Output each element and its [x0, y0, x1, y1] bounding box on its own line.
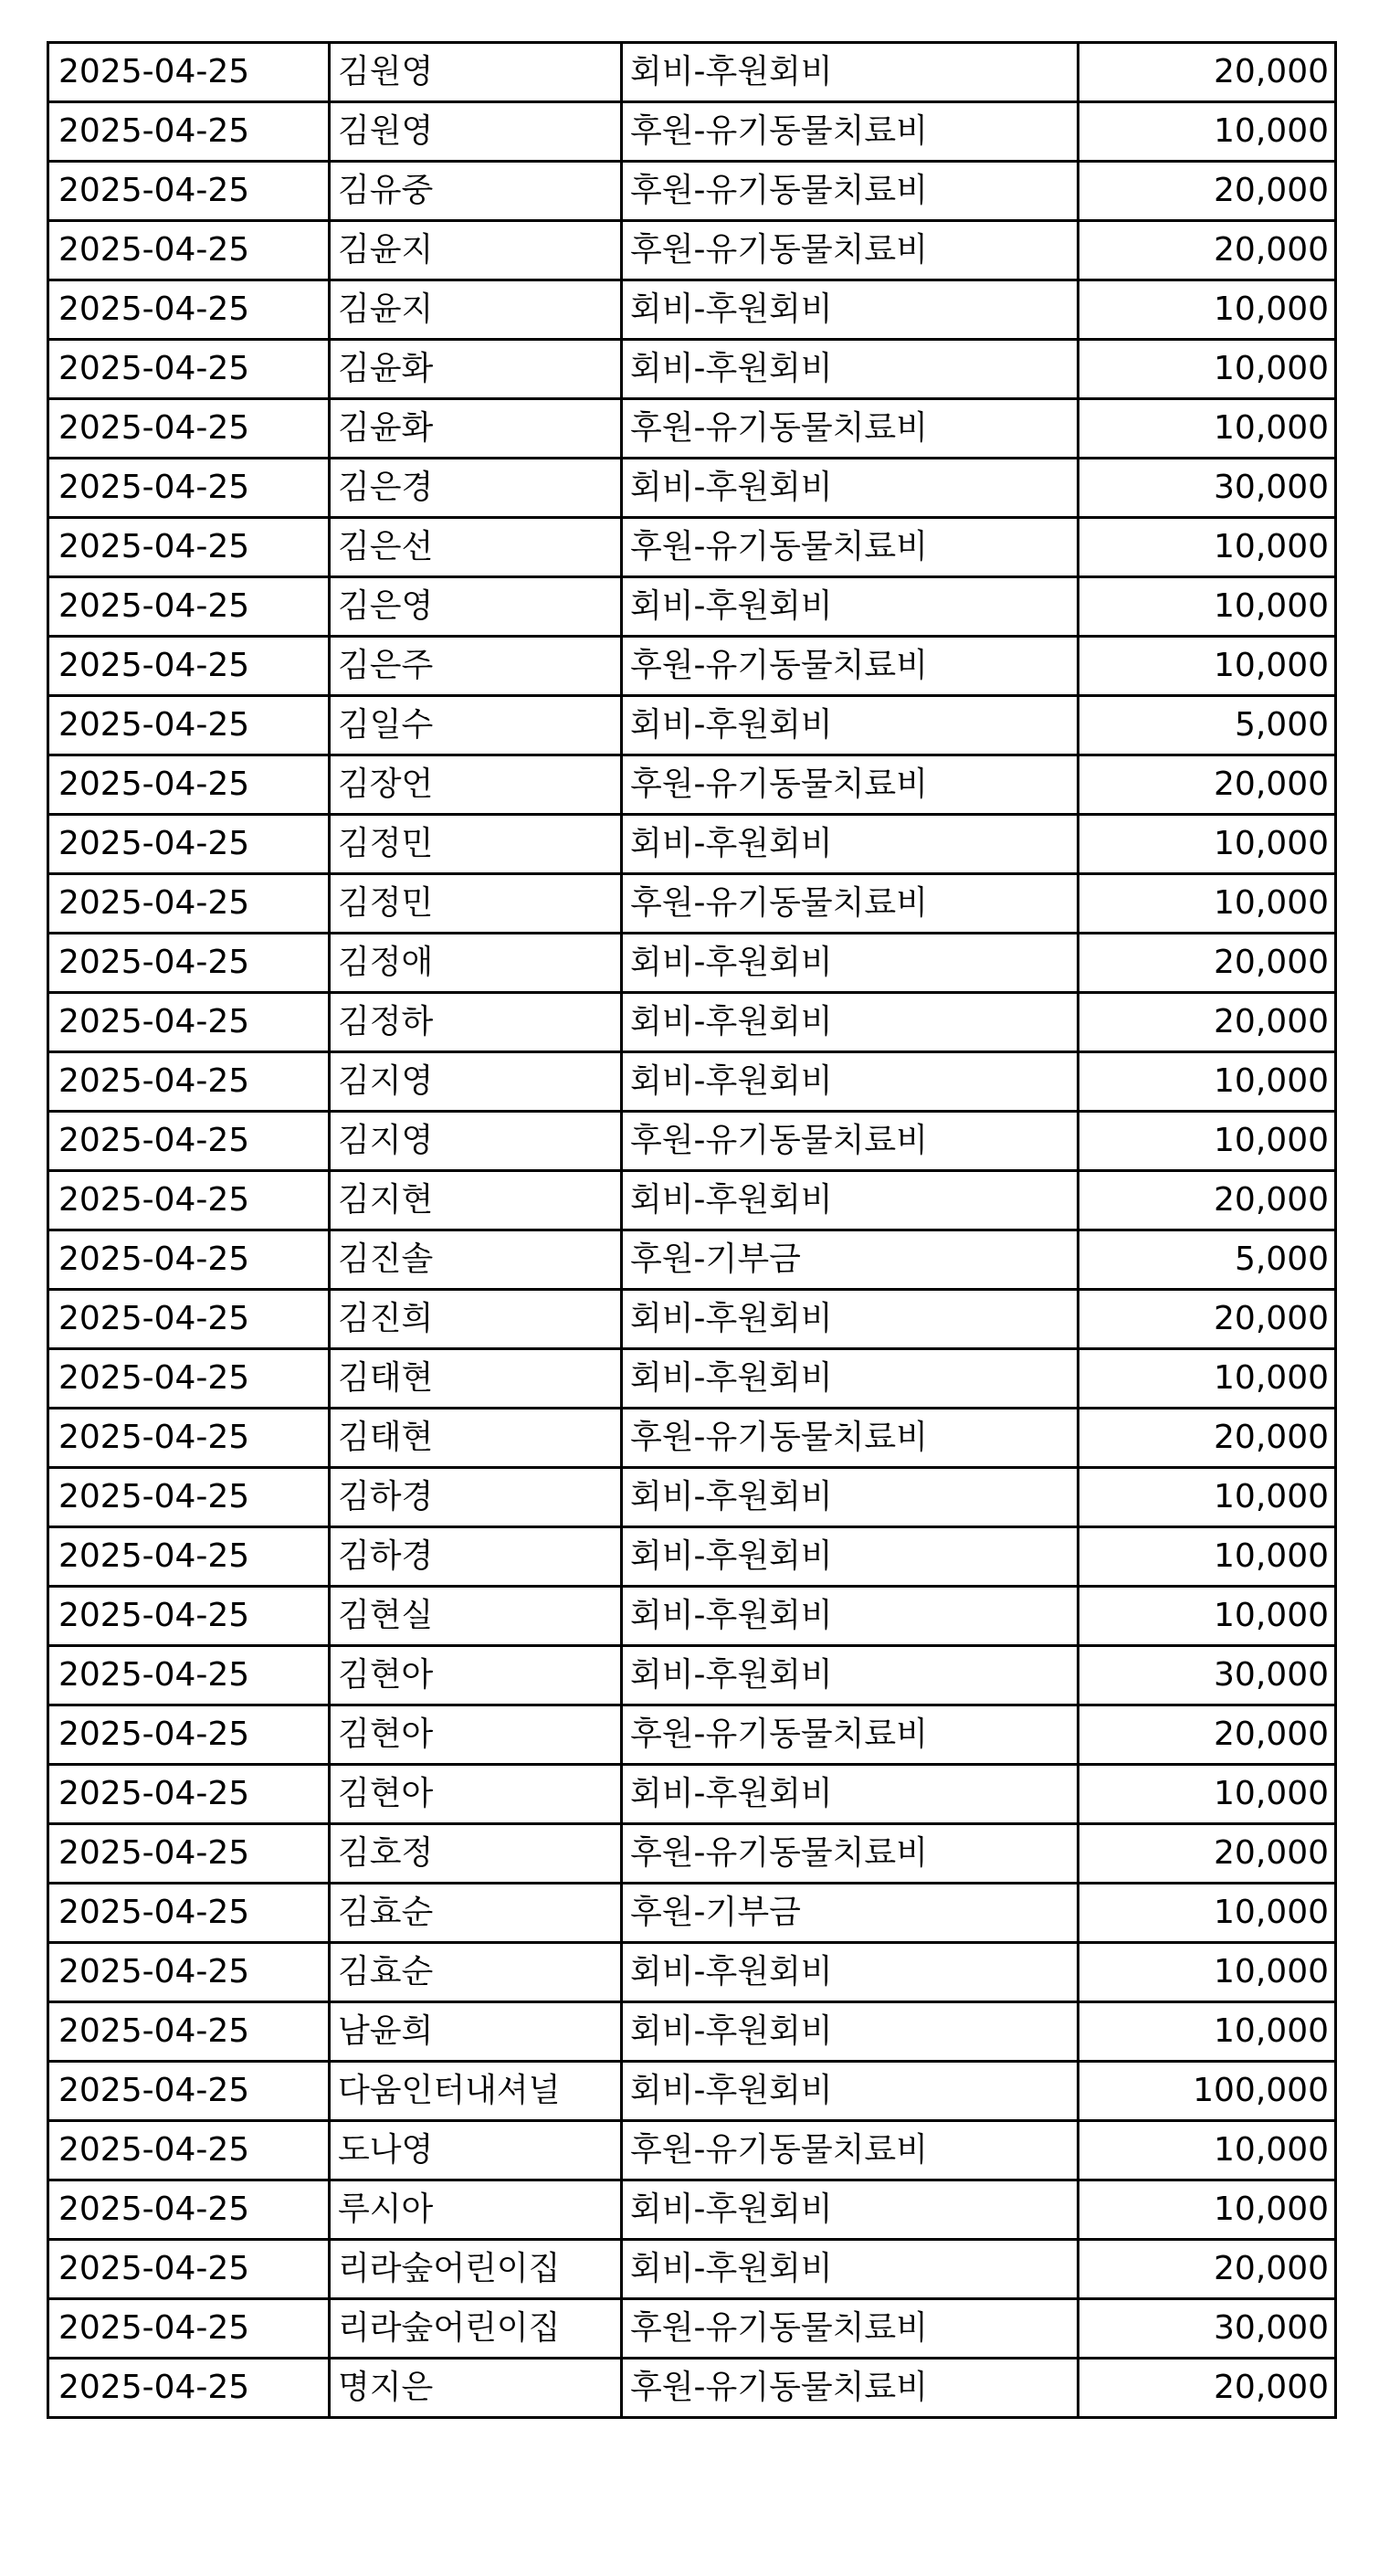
- amount-cell: 10,000: [1079, 1112, 1336, 1171]
- donor-name-cell: 김진희: [330, 1290, 622, 1349]
- table-row: [48, 1527, 1336, 1587]
- table-row: [48, 1409, 1336, 1468]
- date-cell: 2025-04-25: [48, 815, 330, 874]
- category-cell: 후원-유기동물치료비: [622, 399, 1079, 459]
- table-row: [48, 280, 1336, 340]
- table-row: [48, 755, 1336, 815]
- table-row: [48, 1052, 1336, 1112]
- category-cell: 후원-유기동물치료비: [622, 1409, 1079, 1468]
- donor-name-cell: 김윤지: [330, 280, 622, 340]
- table-row: [48, 1230, 1336, 1290]
- category-cell: 후원-유기동물치료비: [622, 102, 1079, 162]
- category-cell: 회비-후원회비: [622, 1290, 1079, 1349]
- date-cell: 2025-04-25: [48, 2002, 330, 2062]
- donor-name-cell: 김호정: [330, 1824, 622, 1884]
- donor-name-cell: 루시아: [330, 2180, 622, 2240]
- category-cell: 회비-후원회비: [622, 1587, 1079, 1646]
- category-cell: 회비-후원회비: [622, 1646, 1079, 1705]
- amount-cell: 100,000: [1079, 2062, 1336, 2121]
- amount-cell: 10,000: [1079, 399, 1336, 459]
- amount-cell: 10,000: [1079, 340, 1336, 399]
- date-cell: 2025-04-25: [48, 1765, 330, 1824]
- date-cell: 2025-04-25: [48, 993, 330, 1052]
- donation-ledger-table: [47, 41, 1337, 2419]
- date-cell: 2025-04-25: [48, 1527, 330, 1587]
- date-cell: 2025-04-25: [48, 102, 330, 162]
- amount-cell: 30,000: [1079, 459, 1336, 518]
- amount-cell: 20,000: [1079, 1290, 1336, 1349]
- category-cell: 회비-후원회비: [622, 1527, 1079, 1587]
- category-cell: 후원-유기동물치료비: [622, 2359, 1079, 2418]
- date-cell: 2025-04-25: [48, 637, 330, 696]
- date-cell: 2025-04-25: [48, 934, 330, 993]
- date-cell: 2025-04-25: [48, 1884, 330, 1943]
- date-cell: 2025-04-25: [48, 1290, 330, 1349]
- category-cell: 후원-기부금: [622, 1884, 1079, 1943]
- table-row: [48, 1349, 1336, 1409]
- amount-cell: 10,000: [1079, 1468, 1336, 1527]
- amount-cell: 20,000: [1079, 934, 1336, 993]
- category-cell: 후원-유기동물치료비: [622, 755, 1079, 815]
- donor-name-cell: 김지현: [330, 1171, 622, 1230]
- donor-name-cell: 김유중: [330, 162, 622, 221]
- amount-cell: 10,000: [1079, 2180, 1336, 2240]
- donor-name-cell: 김현아: [330, 1705, 622, 1765]
- category-cell: 회비-후원회비: [622, 2240, 1079, 2299]
- date-cell: 2025-04-25: [48, 577, 330, 637]
- category-cell: 회비-후원회비: [622, 934, 1079, 993]
- category-cell: 회비-후원회비: [622, 1468, 1079, 1527]
- category-cell: 회비-후원회비: [622, 2002, 1079, 2062]
- table-row: [48, 43, 1336, 102]
- amount-cell: 10,000: [1079, 1587, 1336, 1646]
- table-row: [48, 221, 1336, 280]
- table-row: [48, 1468, 1336, 1527]
- date-cell: 2025-04-25: [48, 1943, 330, 2002]
- table-row: [48, 993, 1336, 1052]
- table-row: [48, 162, 1336, 221]
- table-row: [48, 1290, 1336, 1349]
- amount-cell: 10,000: [1079, 1943, 1336, 2002]
- amount-cell: 20,000: [1079, 43, 1336, 102]
- donor-name-cell: 김원영: [330, 43, 622, 102]
- amount-cell: 10,000: [1079, 874, 1336, 934]
- date-cell: 2025-04-25: [48, 2180, 330, 2240]
- table-row: [48, 2002, 1336, 2062]
- amount-cell: 10,000: [1079, 637, 1336, 696]
- table-row: [48, 1587, 1336, 1646]
- donor-name-cell: 김현아: [330, 1646, 622, 1705]
- table-row: [48, 2359, 1336, 2418]
- category-cell: 후원-유기동물치료비: [622, 637, 1079, 696]
- amount-cell: 20,000: [1079, 755, 1336, 815]
- amount-cell: 10,000: [1079, 1349, 1336, 1409]
- date-cell: 2025-04-25: [48, 280, 330, 340]
- category-cell: 회비-후원회비: [622, 2062, 1079, 2121]
- table-row: [48, 2299, 1336, 2359]
- donor-name-cell: 김효순: [330, 1943, 622, 2002]
- donor-name-cell: 김은영: [330, 577, 622, 637]
- table-row: [48, 2062, 1336, 2121]
- table-row: [48, 1943, 1336, 2002]
- amount-cell: 30,000: [1079, 1646, 1336, 1705]
- category-cell: 회비-후원회비: [622, 280, 1079, 340]
- date-cell: 2025-04-25: [48, 1587, 330, 1646]
- table-row: [48, 815, 1336, 874]
- donor-name-cell: 김현아: [330, 1765, 622, 1824]
- category-cell: 후원-유기동물치료비: [622, 2121, 1079, 2180]
- category-cell: 회비-후원회비: [622, 577, 1079, 637]
- amount-cell: 10,000: [1079, 2002, 1336, 2062]
- donor-name-cell: 김정하: [330, 993, 622, 1052]
- date-cell: 2025-04-25: [48, 2062, 330, 2121]
- amount-cell: 20,000: [1079, 1824, 1336, 1884]
- amount-cell: 10,000: [1079, 102, 1336, 162]
- category-cell: 후원-유기동물치료비: [622, 2299, 1079, 2359]
- ledger-body: [48, 43, 1336, 2418]
- category-cell: 회비-후원회비: [622, 2180, 1079, 2240]
- date-cell: 2025-04-25: [48, 2299, 330, 2359]
- donor-name-cell: 김은경: [330, 459, 622, 518]
- date-cell: 2025-04-25: [48, 1052, 330, 1112]
- date-cell: 2025-04-25: [48, 2121, 330, 2180]
- amount-cell: 20,000: [1079, 221, 1336, 280]
- date-cell: 2025-04-25: [48, 1112, 330, 1171]
- category-cell: 회비-후원회비: [622, 993, 1079, 1052]
- amount-cell: 20,000: [1079, 1705, 1336, 1765]
- table-row: [48, 459, 1336, 518]
- table-row: [48, 2240, 1336, 2299]
- donor-name-cell: 김지영: [330, 1112, 622, 1171]
- amount-cell: 10,000: [1079, 2121, 1336, 2180]
- amount-cell: 10,000: [1079, 280, 1336, 340]
- donor-name-cell: 김원영: [330, 102, 622, 162]
- table-row: [48, 1112, 1336, 1171]
- category-cell: 후원-유기동물치료비: [622, 162, 1079, 221]
- donor-name-cell: 김정민: [330, 815, 622, 874]
- date-cell: 2025-04-25: [48, 221, 330, 280]
- date-cell: 2025-04-25: [48, 518, 330, 577]
- date-cell: 2025-04-25: [48, 43, 330, 102]
- date-cell: 2025-04-25: [48, 874, 330, 934]
- date-cell: 2025-04-25: [48, 696, 330, 755]
- amount-cell: 20,000: [1079, 2240, 1336, 2299]
- date-cell: 2025-04-25: [48, 399, 330, 459]
- donor-name-cell: 김일수: [330, 696, 622, 755]
- donor-name-cell: 김하경: [330, 1527, 622, 1587]
- amount-cell: 10,000: [1079, 1052, 1336, 1112]
- category-cell: 후원-유기동물치료비: [622, 221, 1079, 280]
- date-cell: 2025-04-25: [48, 1468, 330, 1527]
- date-cell: 2025-04-25: [48, 1409, 330, 1468]
- table-row: [48, 696, 1336, 755]
- amount-cell: 10,000: [1079, 1527, 1336, 1587]
- date-cell: 2025-04-25: [48, 2359, 330, 2418]
- table-row: [48, 874, 1336, 934]
- donor-name-cell: 김은주: [330, 637, 622, 696]
- table-row: [48, 518, 1336, 577]
- date-cell: 2025-04-25: [48, 1824, 330, 1884]
- table-row: [48, 102, 1336, 162]
- category-cell: 후원-유기동물치료비: [622, 1705, 1079, 1765]
- category-cell: 후원-기부금: [622, 1230, 1079, 1290]
- category-cell: 회비-후원회비: [622, 1765, 1079, 1824]
- donor-name-cell: 다움인터내셔널: [330, 2062, 622, 2121]
- amount-cell: 30,000: [1079, 2299, 1336, 2359]
- date-cell: 2025-04-25: [48, 1705, 330, 1765]
- donor-name-cell: 김은선: [330, 518, 622, 577]
- category-cell: 회비-후원회비: [622, 43, 1079, 102]
- date-cell: 2025-04-25: [48, 162, 330, 221]
- category-cell: 회비-후원회비: [622, 1349, 1079, 1409]
- donor-name-cell: 김윤지: [330, 221, 622, 280]
- category-cell: 회비-후원회비: [622, 815, 1079, 874]
- donor-name-cell: 김하경: [330, 1468, 622, 1527]
- amount-cell: 20,000: [1079, 162, 1336, 221]
- amount-cell: 10,000: [1079, 518, 1336, 577]
- category-cell: 후원-유기동물치료비: [622, 1824, 1079, 1884]
- donor-name-cell: 김진솔: [330, 1230, 622, 1290]
- category-cell: 후원-유기동물치료비: [622, 518, 1079, 577]
- table-row: [48, 637, 1336, 696]
- date-cell: 2025-04-25: [48, 1349, 330, 1409]
- amount-cell: 5,000: [1079, 1230, 1336, 1290]
- category-cell: 회비-후원회비: [622, 1943, 1079, 2002]
- donor-name-cell: 김태현: [330, 1349, 622, 1409]
- table-row: [48, 577, 1336, 637]
- amount-cell: 20,000: [1079, 1409, 1336, 1468]
- donor-name-cell: 김윤화: [330, 340, 622, 399]
- table-row: [48, 340, 1336, 399]
- table-row: [48, 1646, 1336, 1705]
- amount-cell: 10,000: [1079, 1884, 1336, 1943]
- category-cell: 회비-후원회비: [622, 696, 1079, 755]
- donor-name-cell: 김정애: [330, 934, 622, 993]
- category-cell: 후원-유기동물치료비: [622, 874, 1079, 934]
- donor-name-cell: 명지은: [330, 2359, 622, 2418]
- donor-name-cell: 리라숲어린이집: [330, 2240, 622, 2299]
- table-row: [48, 1705, 1336, 1765]
- donor-name-cell: 김지영: [330, 1052, 622, 1112]
- table-row: [48, 934, 1336, 993]
- date-cell: 2025-04-25: [48, 755, 330, 815]
- category-cell: 회비-후원회비: [622, 340, 1079, 399]
- donor-name-cell: 김효순: [330, 1884, 622, 1943]
- donor-name-cell: 도나영: [330, 2121, 622, 2180]
- amount-cell: 10,000: [1079, 1765, 1336, 1824]
- table-row: [48, 1884, 1336, 1943]
- amount-cell: 20,000: [1079, 1171, 1336, 1230]
- date-cell: 2025-04-25: [48, 2240, 330, 2299]
- donor-name-cell: 김장언: [330, 755, 622, 815]
- category-cell: 후원-유기동물치료비: [622, 1112, 1079, 1171]
- donor-name-cell: 리라숲어린이집: [330, 2299, 622, 2359]
- date-cell: 2025-04-25: [48, 1646, 330, 1705]
- date-cell: 2025-04-25: [48, 459, 330, 518]
- category-cell: 회비-후원회비: [622, 1052, 1079, 1112]
- amount-cell: 5,000: [1079, 696, 1336, 755]
- amount-cell: 10,000: [1079, 577, 1336, 637]
- table-row: [48, 1824, 1336, 1884]
- category-cell: 회비-후원회비: [622, 1171, 1079, 1230]
- date-cell: 2025-04-25: [48, 1230, 330, 1290]
- amount-cell: 10,000: [1079, 815, 1336, 874]
- category-cell: 회비-후원회비: [622, 459, 1079, 518]
- table-row: [48, 1171, 1336, 1230]
- date-cell: 2025-04-25: [48, 1171, 330, 1230]
- donor-name-cell: 김현실: [330, 1587, 622, 1646]
- amount-cell: 20,000: [1079, 993, 1336, 1052]
- donor-name-cell: 남윤희: [330, 2002, 622, 2062]
- donor-name-cell: 김태현: [330, 1409, 622, 1468]
- amount-cell: 20,000: [1079, 2359, 1336, 2418]
- date-cell: 2025-04-25: [48, 340, 330, 399]
- table-row: [48, 2121, 1336, 2180]
- table-row: [48, 1765, 1336, 1824]
- table-row: [48, 2180, 1336, 2240]
- table-row: [48, 399, 1336, 459]
- donor-name-cell: 김정민: [330, 874, 622, 934]
- donor-name-cell: 김윤화: [330, 399, 622, 459]
